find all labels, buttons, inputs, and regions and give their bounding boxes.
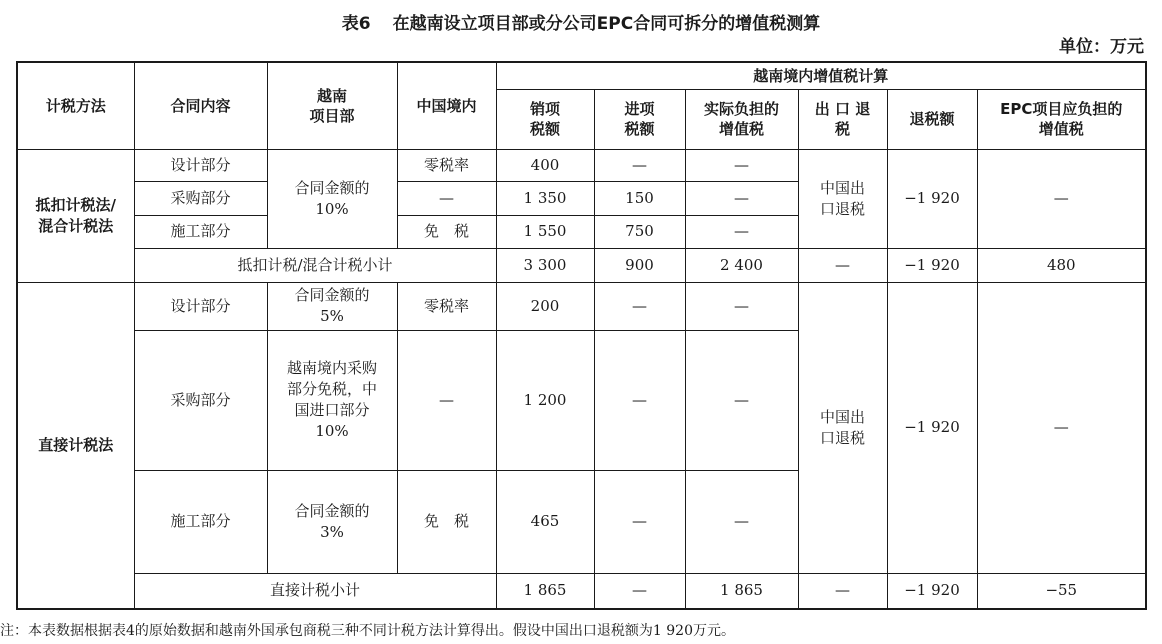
- output-cell: 465: [496, 470, 594, 573]
- subtotal-input: —: [594, 573, 685, 609]
- header-export-refund: 出 口 退 税: [798, 89, 887, 149]
- header-output-tax: 销项 税额: [496, 89, 594, 149]
- china-cell: 免 税: [397, 470, 496, 573]
- subtotal-refund: −1 920: [887, 248, 977, 282]
- subtotal-actual: 2 400: [685, 248, 798, 282]
- vietnam-dept-cell: 合同金额的 10%: [267, 149, 397, 248]
- subtotal-epc: −55: [977, 573, 1146, 609]
- header-actual-tax: 实际负担的 增值税: [685, 89, 798, 149]
- subtotal-row: [17, 248, 1146, 282]
- refund-amount-cell: −1 920: [887, 149, 977, 248]
- subtotal-output: 1 865: [496, 573, 594, 609]
- table-row: [17, 282, 1146, 330]
- input-cell: 750: [594, 215, 685, 248]
- china-cell: —: [397, 330, 496, 470]
- china-cell: —: [397, 181, 496, 215]
- china-cell: 零税率: [397, 282, 496, 330]
- epc-tax-cell: —: [977, 149, 1146, 248]
- table-number: 表6: [341, 14, 371, 34]
- header-refund-amount: 退税额: [887, 89, 977, 149]
- actual-cell: —: [685, 181, 798, 215]
- subtotal-input: 900: [594, 248, 685, 282]
- actual-cell: —: [685, 470, 798, 573]
- subtotal-refund: −1 920: [887, 573, 977, 609]
- content-cell: 施工部分: [134, 470, 267, 573]
- content-cell: 设计部分: [134, 149, 267, 181]
- method-cell: 抵扣计税法/ 混合计税法: [17, 149, 134, 282]
- output-cell: 400: [496, 149, 594, 181]
- subtotal-actual: 1 865: [685, 573, 798, 609]
- refund-amount-cell: −1 920: [887, 282, 977, 573]
- header-vietnam-dept: 越南 项目部: [267, 62, 397, 149]
- table-title: [0, 9, 1162, 34]
- subtotal-output: 3 300: [496, 248, 594, 282]
- subtotal-row: [17, 573, 1146, 609]
- header-group: 越南境内增值税计算: [496, 62, 1146, 89]
- vietnam-dept-cell: 合同金额的 3%: [267, 470, 397, 573]
- footnote: 注：本表数据根据表4的原始数据和越南外国承包商税三种不同计税方法计算得出。假设中国出口退税额为1 920万元。: [0, 623, 735, 639]
- actual-cell: —: [685, 330, 798, 470]
- input-cell: —: [594, 149, 685, 181]
- epc-tax-cell: —: [977, 282, 1146, 573]
- header-input-tax: 进项 税额: [594, 89, 685, 149]
- output-cell: 200: [496, 282, 594, 330]
- table-title-text: 在越南设立项目部或分公司EPC合同可拆分的增值税测算: [392, 14, 821, 34]
- input-cell: —: [594, 282, 685, 330]
- vat-table: [16, 61, 1147, 610]
- china-cell: 零税率: [397, 149, 496, 181]
- export-refund-cell: 中国出 口退税: [798, 282, 887, 573]
- vietnam-dept-cell: 合同金额的 5%: [267, 282, 397, 330]
- content-cell: 采购部分: [134, 330, 267, 470]
- export-refund-cell: 中国出 口退税: [798, 149, 887, 248]
- vietnam-dept-cell: 越南境内采购 部分免税，中 国进口部分 10%: [267, 330, 397, 470]
- table-row: [17, 149, 1146, 181]
- output-cell: 1 550: [496, 215, 594, 248]
- content-cell: 施工部分: [134, 215, 267, 248]
- subtotal-epc: 480: [977, 248, 1146, 282]
- actual-cell: —: [685, 282, 798, 330]
- method-cell: 直接计税法: [17, 282, 134, 609]
- output-cell: 1 350: [496, 181, 594, 215]
- content-cell: 采购部分: [134, 181, 267, 215]
- header-method: 计税方法: [17, 62, 134, 149]
- input-cell: —: [594, 330, 685, 470]
- header-china: 中国境内: [397, 62, 496, 149]
- china-cell: 免 税: [397, 215, 496, 248]
- header-epc-tax: EPC项目应负担的 增值税: [977, 89, 1146, 149]
- subtotal-label: 直接计税小计: [134, 573, 496, 609]
- actual-cell: —: [685, 215, 798, 248]
- input-cell: —: [594, 470, 685, 573]
- unit-label: 单位：万元: [1059, 37, 1144, 57]
- subtotal-export: —: [798, 573, 887, 609]
- header-content: 合同内容: [134, 62, 267, 149]
- actual-cell: —: [685, 149, 798, 181]
- content-cell: 设计部分: [134, 282, 267, 330]
- subtotal-export: —: [798, 248, 887, 282]
- input-cell: 150: [594, 181, 685, 215]
- output-cell: 1 200: [496, 330, 594, 470]
- subtotal-label: 抵扣计税/混合计税小计: [134, 248, 496, 282]
